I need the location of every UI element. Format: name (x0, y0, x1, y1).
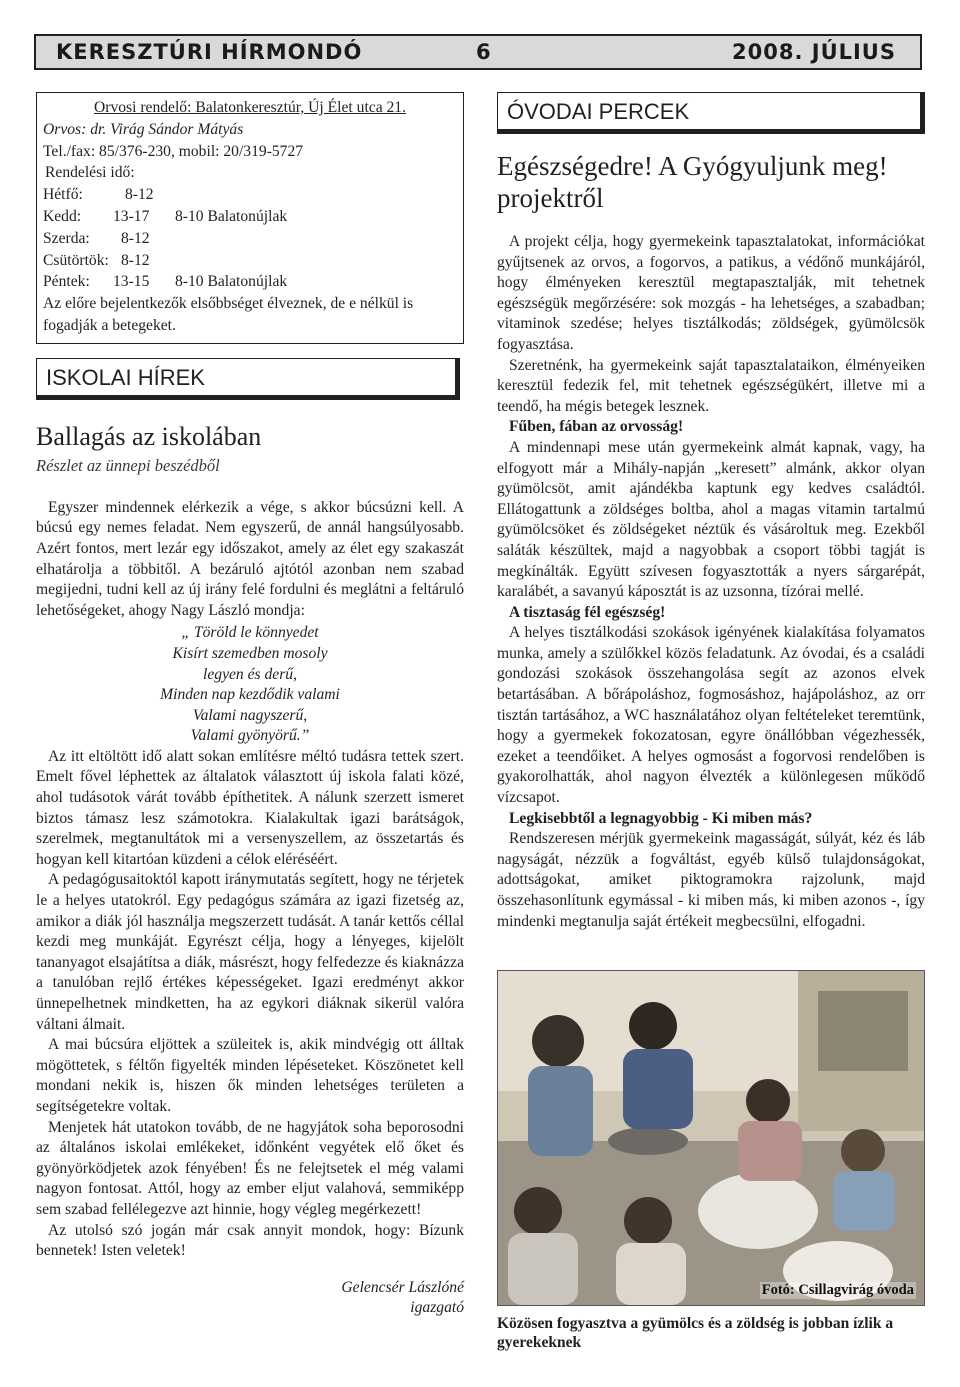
article-paragraph: Rendszeresen mérjük gyermekeink magasságát, súlyát, kéz és láb nagyságát, nézzük a fogváltást, egyéb külső tulajdonságokat, adottságokat, amiket piktogramokra rajzolunk, majd összehasonlítunk egymással - ki miben más, ki miben azonos -, így mindenki megtanulja saját értékeit megbecsülni, elfogadni. (497, 830, 925, 930)
article-subheading: Fűben, fában az orvosság! (509, 418, 684, 436)
schedule-day: Szerda: (43, 229, 90, 247)
article-body (497, 232, 925, 932)
poem-line: „ Töröld le könnyedet (181, 624, 319, 642)
schedule-hours: 8-12 (121, 229, 150, 247)
article-subtitle: Részlet az ünnepi beszédből (36, 455, 220, 475)
schedule-day: Csütörtök: (43, 251, 109, 269)
article-paragraph: Az utolsó szó jogán már csak annyit mondok, hogy: Bízunk bennetek! Isten veletek! (36, 1221, 464, 1260)
schedule-row (43, 250, 457, 272)
publication-title: KERESZTÚRI HÍRMONDÓ (56, 40, 363, 64)
photo-credit: Fotó: Csillagvirág óvoda (761, 1282, 914, 1299)
article-subheading: Legkisebbtől a legnagyobbig - Ki miben más? (509, 809, 813, 827)
schedule-row (43, 206, 457, 228)
schedule-hours: 13-15 (113, 273, 150, 291)
clinic-hours-title: Rendelési idő: (45, 164, 135, 182)
poem-line: Valami nagyszerű, (192, 706, 308, 724)
poem-line: Minden nap kezdődik valami (160, 686, 340, 704)
left-column (36, 92, 464, 1319)
section-title: ISKOLAI HÍREK (46, 364, 205, 390)
article-title (497, 150, 925, 214)
poem-line: Valami gyönyörű.” (190, 727, 310, 745)
schedule-hours: 13-17 (113, 207, 150, 225)
poem-line: legyen és derű, (203, 665, 297, 683)
poem-line: Kisírt szemedben mosoly (172, 644, 328, 662)
article-paragraph: Szeretnénk, ha gyermekeink saját tapasztalataikon, élményeiken keresztül fedezik fel, mit tehetnek egészségükért, illetve mi a teendő, ha mégis betegek lesznek. (497, 356, 925, 415)
article-title: Ballagás az iskolában (36, 421, 262, 451)
schedule-row (43, 184, 457, 206)
schedule-row (43, 271, 457, 293)
article-paragraph: Menjetek hát utatokon tovább, de ne hagyjátok soha beporosodni az általános iskolai emlékeket, időnként vegyétek elő őket és gyönyörködjetek azok fényében! És ne felejtsetek el még valami nagyon fontosat. Attól, hogy az ember eljut valahová, semmiképp sem szabad fellélegezve azt hinnie, hogy végleg megérkezett! (36, 1118, 464, 1218)
poem (36, 623, 464, 747)
masthead (34, 34, 922, 70)
article-paragraph: A mindennapi mese után gyermekeink almát kapnak, vagy, ha elfogyott már a Mihály-napján „keresett” almánk, akkor olyan gyümölcsöt, amit ajándékba kaptunk egy kedves családtól. Ellátogattunk a zöldséges boltba, ahol a magas vitamin tartalmú gyümölcsöket és zöldségeket néztük és vásároltuk meg. Ezekből saláták készültek, majd a nagyobbak a csoport többi tagját is megkínálták. Együtt szívesen fogyasztották a nyers sárgarépát, karalábét, a savanyú káposztát is az uzsonna, tízórai mellé. (497, 438, 925, 601)
clinic-note: Az előre bejelentkezők elsőbbséget élveznek, de e nélkül is (43, 295, 414, 313)
photo-caption: Közösen fogyasztva a gyümölcs és a zöldség is jobban ízlik a gyerekeknek (497, 1315, 894, 1352)
author-role: igazgató (410, 1299, 464, 1317)
schedule-day: Péntek: (43, 273, 90, 291)
article-subheading: A tisztaság fél egészség! (509, 603, 666, 621)
article-paragraph: A helyes tisztálkodási szokások igényének kialakítása folyamatos munka, amely a szülőkkel közös feladatunk. Az óvodai, és a családi gondozási szokások összehangolása segít az azonos elvek betartásában. A bőrápoláshoz, fogmosáshoz, hajápoláshoz, az orr tisztán tartásához, a WC használatához olyan feltételeket teremtünk, hogy a gyermekek fokozatosan, egyre önállóbban végezhessék, ezeket a teendőiket. A helyes ogmosást a fogorvosi rendelőben is gyakorolhatták, ahol nagyon élvezték a különlegesen működő vízcsapot. (497, 624, 925, 807)
section-title: ÓVODAI PERCEK (507, 99, 690, 124)
schedule-hours: 8-12 (121, 251, 150, 269)
schedule-extra: 8-10 Balatonújlak (175, 207, 288, 225)
clinic-note: fogadják a betegeket. (43, 316, 176, 334)
photo-illustration (498, 971, 924, 1305)
page-number: 6 (476, 40, 492, 64)
clinic-phone: Tel./fax: 85/376-230, mobil: 20/319-5727 (43, 142, 304, 160)
article-paragraph: Egyszer mindennek elérkezik a vége, s akkor búcsúzni kell. A búcsú egy nemes feladat. Nem egyszerű, de annál hangsúlyosabb. Azért fontos, mert lezár egy időszakot, amely az élet egy szakaszát elhatárolja a többitől. A bezáruló ajtótól azonban nem szabad megijedni, tudni kell az új irány felé fordulni és meglátni a feltáruló lehetőségeket, ahogy Nagy László mondja: (36, 498, 464, 619)
section-header-school (36, 358, 460, 400)
signature (36, 1278, 464, 1319)
article-paragraph: A mai búcsúra eljöttek a szüleitek is, akik mindvégig ott álltak mögöttetek, s féltőn figyelték minden lépéseteket. Köszönetet kell mondani nekik is, hiszen ők minden lehetséges területen a segítségetekre voltak. (36, 1036, 464, 1115)
article-paragraph: A pedagógusaitoktól kapott iránymutatás segített, hogy ne térjetek le a helyes utatokról. Egy pedagógus számára az igazi fizetség az, amikor a diák jól használja megszerzett tudását. A tanár kettős céllal kezdi meg munkáját. Egyrészt célja, hogy a lényeges, kijelölt tananyagot elsajátítsa a diák, másrészt, hogy felfedezze és kiaknázza a tanulóban rejlő értékes képességeket. Igazi eredményt akkor ünnepelhetnek mindketten, ha az egykori diáknak sikerül valóra váltani álmait. (36, 871, 464, 1033)
issue-date: 2008. JÚLIUS (732, 40, 896, 64)
schedule-extra: 8-10 Balatonújlak (175, 273, 288, 291)
clinic-title: Orvosi rendelő: Balatonkeresztúr, Új Élet utca 21. (93, 99, 407, 116)
author-name: Gelencsér Lászlóné (341, 1278, 464, 1296)
clinic-info-box (36, 92, 464, 344)
right-column (497, 92, 925, 1352)
section-header-kindergarten (497, 92, 925, 134)
clinic-doctor: Orvos: dr. Virág Sándor Mátyás (43, 120, 244, 138)
schedule-row (43, 228, 457, 250)
kindergarten-photo (497, 970, 925, 1306)
article-paragraph: Az itt eltöltött idő alatt sokan említésre méltó tudásra tettek szert. Emelt fővel léphettek az általatok választott új iskola falati közé, ahol tudásotok várát tovább építhetitek. A nálunk szerzett ismeret biztos támasz lesz számotokra. Kialakultak igazi barátságok, szerelmek, megtanultátok mi a versenyszellem, az összetartás és hogyan kell kitartóan küzdeni a célok eléréséért. (36, 747, 464, 868)
schedule-day: Kedd: (43, 207, 82, 225)
article-paragraph: A projekt célja, hogy gyermekeink tapasztalatokat, információkat gyűjtsenek az orvos, a fogorvos, a patikus, a védőnő munkájáról, hogy élményeken keresztül megtapasztalják, mit tehetnek egészségük megőrzésére: sok mozgás - ha lehetséges, a szabadban; vitaminok szedése; helyes tisztálkodás; zöldségek, gyümölcsök fogyasztása. (497, 233, 925, 353)
title-line: Egészségedre! A Gyógyuljunk meg! (497, 151, 888, 181)
title-line: projektről (497, 183, 604, 213)
schedule-day: Hétfő: (43, 186, 83, 204)
schedule-hours: 8-12 (125, 186, 154, 204)
